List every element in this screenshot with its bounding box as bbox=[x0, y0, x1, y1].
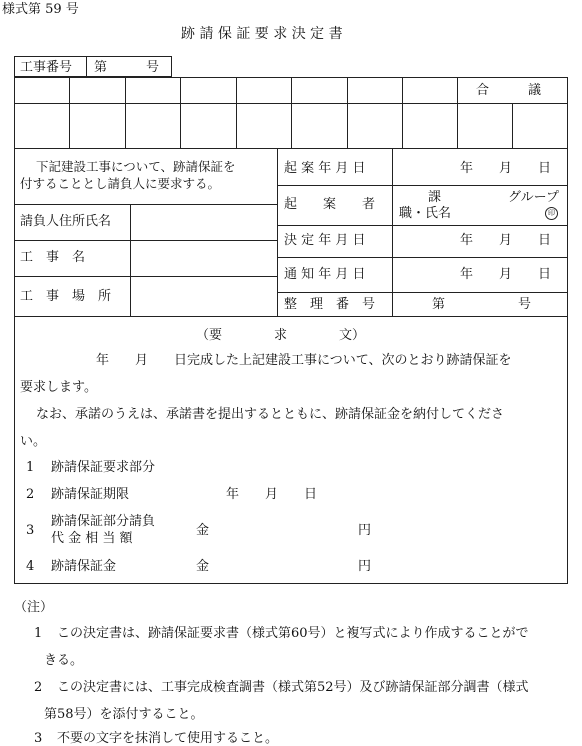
statement-line-2: 付することとし請負人に要求する。 bbox=[20, 176, 221, 191]
note-3-num: 3 bbox=[34, 731, 43, 746]
item-3-label-2: 代 金 相 当 額 bbox=[51, 531, 133, 546]
koji-bango-label: 工事番号 bbox=[20, 60, 73, 75]
note-2-num: 2 bbox=[34, 680, 43, 695]
item-4-kin: 金 bbox=[196, 559, 210, 574]
item-3-num: 3 bbox=[26, 523, 35, 538]
item-3-kin: 金 bbox=[196, 523, 210, 538]
item-4-label: 跡請保証金 bbox=[51, 559, 117, 574]
request-line-2: 要求します。 bbox=[20, 380, 97, 395]
request-line-3: なお、承諾のうえは、承諾書を提出するとともに、跡請保証金を納付してくださ bbox=[36, 407, 505, 422]
item-1-label: 跡請保証要求部分 bbox=[51, 460, 156, 475]
request-line-4: い。 bbox=[20, 434, 47, 449]
note-1-cont: きる。 bbox=[44, 653, 84, 668]
tsuchi-date-label: 通 知 年 月 日 bbox=[284, 267, 366, 282]
request-line-1: 年 月 日完成した上記建設工事について、次のとおり跡請保証を bbox=[96, 353, 512, 368]
note-3-text: 不要の文字を抹消して使用すること。 bbox=[57, 731, 279, 746]
seiri-bango-label: 整 理 番 号 bbox=[284, 297, 376, 312]
item-1-num: 1 bbox=[26, 460, 35, 475]
note-1-text: この決定書は、跡請保証要求書（様式第60号）と複写式により作成することがで bbox=[57, 626, 529, 641]
note-2-text: この決定書には、工事完成検査調書（様式第52号）及び跡請保証部分調書（様式 bbox=[57, 680, 529, 695]
item-3-en: 円 bbox=[358, 523, 372, 538]
kettei-date-value: 年 月 日 bbox=[460, 233, 552, 248]
item-2-label: 跡請保証期限 bbox=[51, 487, 130, 502]
seiri-bango-dai: 第 bbox=[432, 297, 446, 312]
notes-heading: （注） bbox=[14, 600, 54, 615]
item-4-en: 円 bbox=[358, 559, 372, 574]
kiansha-label: 起 案 者 bbox=[284, 197, 376, 212]
tsuchi-date-value: 年 月 日 bbox=[460, 267, 552, 282]
note-1-num: 1 bbox=[34, 626, 43, 641]
seal-mark: 印 bbox=[545, 207, 558, 220]
kian-date-label: 起 案 年 月 日 bbox=[284, 161, 366, 176]
kiansha-ka: 課 bbox=[428, 190, 442, 205]
item-2-num: 2 bbox=[26, 487, 35, 502]
form-label: 様式第 59 号 bbox=[2, 2, 79, 17]
goki-label: 合 議 bbox=[476, 83, 542, 98]
kettei-date-label: 決 定 年 月 日 bbox=[284, 233, 366, 248]
kiansha-group: グループ bbox=[508, 190, 559, 205]
seiri-bango-go: 号 bbox=[518, 297, 532, 312]
kian-date-value: 年 月 日 bbox=[460, 161, 552, 176]
statement-line-1: 下記建設工事について、跡請保証を bbox=[36, 159, 236, 174]
document-title: 跡 請 保 証 要 求 決 定 書 bbox=[181, 26, 343, 42]
construction-site-label: 工 事 場 所 bbox=[20, 289, 112, 304]
item-2-value: 年 月 日 bbox=[226, 487, 318, 502]
request-heading: （要 求 文） bbox=[196, 328, 366, 343]
item-3-label-1: 跡請保証部分請負 bbox=[51, 514, 156, 529]
construction-name-label: 工 事 名 bbox=[20, 250, 86, 265]
kiansha-shoku: 職・氏名 bbox=[399, 206, 452, 221]
note-2-cont: 第58号）を添付すること。 bbox=[44, 707, 204, 722]
koji-bango-value: 第 号 bbox=[94, 60, 160, 75]
contractor-address-label: 請負人住所氏名 bbox=[20, 214, 112, 229]
item-4-num: 4 bbox=[26, 559, 35, 574]
